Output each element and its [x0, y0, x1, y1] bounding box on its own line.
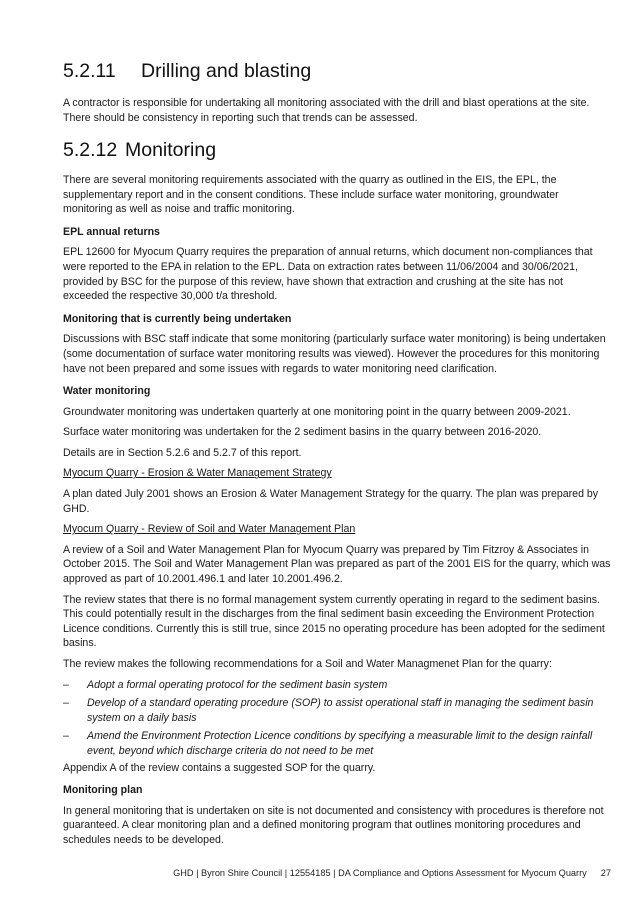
current-monitoring-heading: Monitoring that is currently being undertaken: [63, 312, 292, 325]
current-monitoring-paragraph: Discussions with BSC staff indicate that some monitoring (particularly surface water monitoring) is being undertaken (some documentation of surface water monitoring results was viewed). However the procedures for this monitoring have not been prepared and some issues with regards to water monitoring need clarification.: [63, 333, 606, 375]
drilling-paragraph: A contractor is responsible for undertaking all monitoring associated with the drill and blast operations at the site. There should be consistency in reporting such that trends can be assessed.: [63, 97, 590, 124]
monitoring-plan-heading: Monitoring plan: [63, 784, 143, 797]
page-number: 27: [600, 868, 611, 878]
section-number: 5.2.12: [63, 138, 118, 161]
section-heading-drilling: [63, 60, 611, 83]
section-number: 5.2.11: [63, 60, 116, 82]
list-item-text: Adopt a formal operating protocol for the sediment basin system: [87, 678, 388, 691]
list-item-text: Develop of a standard operating procedure (SOP) to assist operational staff in managing the sediment basin system on a daily basis: [87, 697, 594, 724]
page-content: [63, 60, 611, 848]
review-paragraph-2: The review states that there is no formal management system currently operating in regard to the sediment basins. This could potentially result in the discharges from the final sediment basin exceeding the Environment Protection Licence conditions. Currently this is still true, since 2015 no operating procedure has been adopted for the sediment basins.: [63, 593, 605, 650]
section-heading-monitoring: [63, 139, 611, 162]
list-item: [63, 678, 611, 693]
epl-paragraph: EPL 12600 for Myocum Quarry requires the preparation of annual returns, which document non-compliances that were reported to the EPA in relation to the EPL. Data on extraction rates between 11/06/2004 and 30/06/2021, provided by BSC for the purpose of this review, have shown that extraction and crushing at the site has not exceeded the respective 30,000 t/a threshold.: [63, 246, 593, 303]
surface-water-paragraph: Surface water monitoring was undertaken for the 2 sediment basins in the quarry between 2016-2020.: [63, 426, 542, 439]
water-monitoring-heading: Water monitoring: [63, 385, 151, 398]
details-paragraph: Details are in Section 5.2.6 and 5.2.7 of this report.: [63, 446, 302, 459]
list-item-text: Amend the Environment Protection Licence conditions by specifying a measurable limit to the design rainfall event, beyond which discharge criteria do not need to be met: [87, 730, 593, 757]
section-title: Drilling and blasting: [141, 60, 312, 82]
list-item: [63, 729, 611, 758]
epl-heading: EPL annual returns: [63, 225, 160, 238]
dash-bullet: –: [63, 697, 69, 710]
recommendations-list: [63, 678, 611, 759]
monitoring-plan-paragraph: In general monitoring that is undertaken on site is not documented and consistency with procedures is therefore not guaranteed. A clear monitoring plan and a defined monitoring program that outlines monitoring procedures and schedules needs to be developed.: [63, 804, 604, 846]
review-paragraph-1: A review of a Soil and Water Management Plan for Myocum Quarry was prepared by Tim Fitzroy & Associates in October 2015. The Soil and Water Management Plan was prepared as part of the 2001 EIS for the quarry, which was approved as part of 10.2001.496.1 and later 10.2001.496.2.: [63, 543, 611, 586]
monitoring-intro-paragraph: There are several monitoring requirements associated with the quarry as outlined in the EIS, the EPL, the supplementary report and in the consent conditions. These include surface water monitoring, groundwater monitoring as well as noise and traffic monitoring.: [63, 173, 559, 216]
dash-bullet: –: [63, 678, 69, 691]
dash-bullet: –: [63, 730, 69, 743]
footer-text: GHD | Byron Shire Council | 12554185 | DA Compliance and Options Assessment for Myocum Quarry: [173, 868, 587, 878]
appendix-paragraph: Appendix A of the review contains a suggested SOP for the quarry.: [63, 761, 376, 774]
groundwater-paragraph: Groundwater monitoring was undertaken quarterly at one monitoring point in the quarry between 2009-2021.: [63, 405, 571, 418]
page-footer: [63, 868, 611, 878]
erosion-strategy-subheading: Myocum Quarry - Erosion & Water Management Strategy: [63, 467, 332, 480]
section-title: Monitoring: [125, 138, 217, 161]
list-item: [63, 696, 611, 725]
review-plan-subheading: Myocum Quarry - Review of Soil and Water Management Plan: [63, 523, 356, 536]
review-paragraph-3: The review makes the following recommendations for a Soil and Water Managmenet Plan for the quarry:: [63, 658, 552, 670]
erosion-strategy-paragraph: A plan dated July 2001 shows an Erosion & Water Management Strategy for the quarry. The plan was prepared by GHD.: [63, 488, 599, 515]
